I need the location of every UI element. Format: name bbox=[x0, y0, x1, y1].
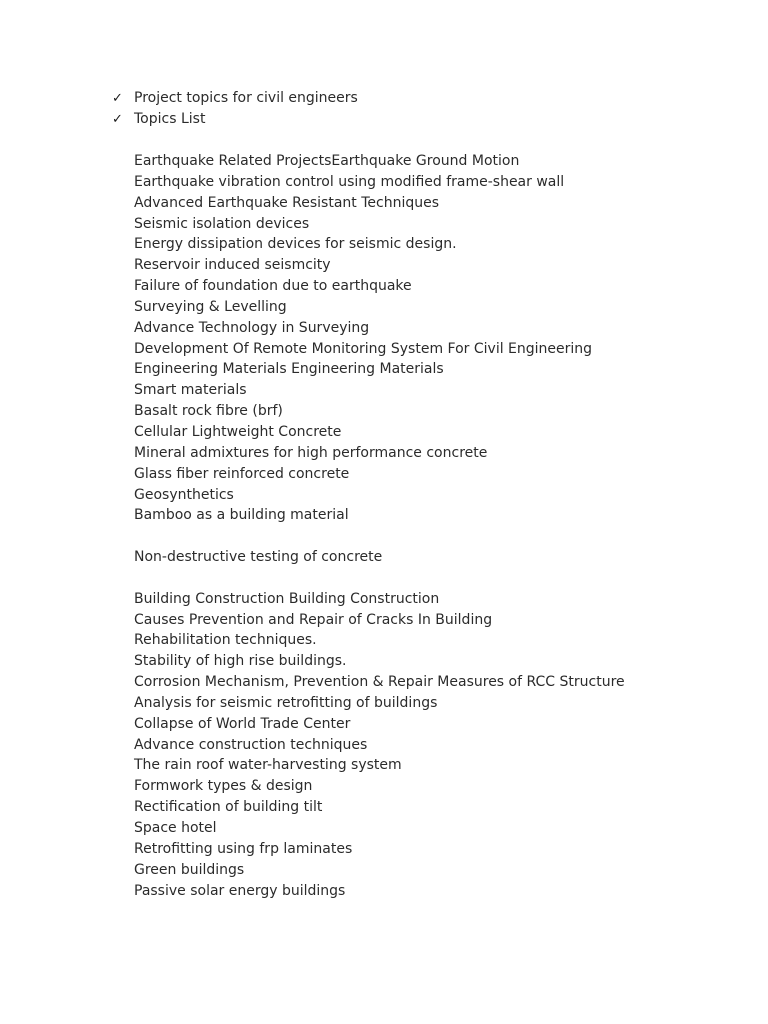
topic-item: Failure of foundation due to earthquake bbox=[134, 278, 412, 295]
topic-item: Bamboo as a building material bbox=[134, 507, 349, 524]
topic-item: Seismic isolation devices bbox=[134, 215, 310, 232]
topic-item: Rectification of building tilt bbox=[134, 799, 323, 816]
topic-item: Earthquake Related ProjectsEarthquake Ground Motion bbox=[134, 153, 520, 169]
topic-item: Advance Technology in Surveying bbox=[134, 319, 370, 336]
topic-item: Advance construction techniques bbox=[134, 736, 368, 753]
blank-line bbox=[134, 526, 625, 547]
check-icon: ✓ bbox=[112, 91, 123, 106]
header-bullet-list bbox=[112, 88, 358, 130]
topic-item: The rain roof water-harvesting system bbox=[134, 757, 402, 774]
topic-item: Development Of Remote Monitoring System For Civil Engineering bbox=[134, 340, 593, 357]
topic-item: Rehabilitation techniques. bbox=[134, 632, 317, 649]
topics-list bbox=[134, 151, 625, 901]
topic-item: Energy dissipation devices for seismic design. bbox=[134, 236, 457, 253]
topic-item: Advanced Earthquake Resistant Techniques bbox=[134, 194, 440, 211]
topic-item: Basalt rock fibre (brf) bbox=[134, 403, 283, 420]
topic-item: Smart materials bbox=[134, 382, 247, 399]
bullet-item bbox=[112, 88, 358, 109]
topic-item: Passive solar energy buildings bbox=[134, 882, 346, 899]
topic-item: Mineral admixtures for high performance concrete bbox=[134, 444, 488, 461]
topic-item: Engineering Materials Engineering Materials bbox=[134, 361, 444, 378]
topic-item: Reservoir induced seismcity bbox=[134, 257, 331, 274]
topic-item: Collapse of World Trade Center bbox=[134, 715, 351, 732]
topic-item: Glass fiber reinforced concrete bbox=[134, 465, 350, 482]
topic-item: Green buildings bbox=[134, 861, 245, 878]
topic-item: Analysis for seismic retrofitting of buildings bbox=[134, 694, 438, 711]
blank-line bbox=[134, 568, 625, 589]
bullet-text: Topics List bbox=[134, 111, 206, 127]
topic-item: Corrosion Mechanism, Prevention & Repair Measures of RCC Structure bbox=[134, 674, 625, 691]
check-icon: ✓ bbox=[112, 112, 123, 127]
topic-item: Stability of high rise buildings. bbox=[134, 653, 347, 670]
topic-item: Building Construction Building Construction bbox=[134, 590, 440, 607]
topic-item: Space hotel bbox=[134, 820, 217, 836]
topic-item: Retrofitting using frp laminates bbox=[134, 840, 353, 857]
topic-item: Non-destructive testing of concrete bbox=[134, 549, 383, 566]
bullet-text: Project topics for civil engineers bbox=[134, 90, 358, 106]
topic-item: Causes Prevention and Repair of Cracks In Building bbox=[134, 611, 493, 628]
topic-item: Formwork types & design bbox=[134, 778, 313, 795]
topic-item: Geosynthetics bbox=[134, 486, 234, 503]
topic-item: Cellular Lightweight Concrete bbox=[134, 423, 342, 440]
bullet-item bbox=[112, 109, 358, 130]
topic-item: Surveying & Levelling bbox=[134, 298, 287, 315]
topic-item: Earthquake vibration control using modified frame-shear wall bbox=[134, 173, 565, 190]
